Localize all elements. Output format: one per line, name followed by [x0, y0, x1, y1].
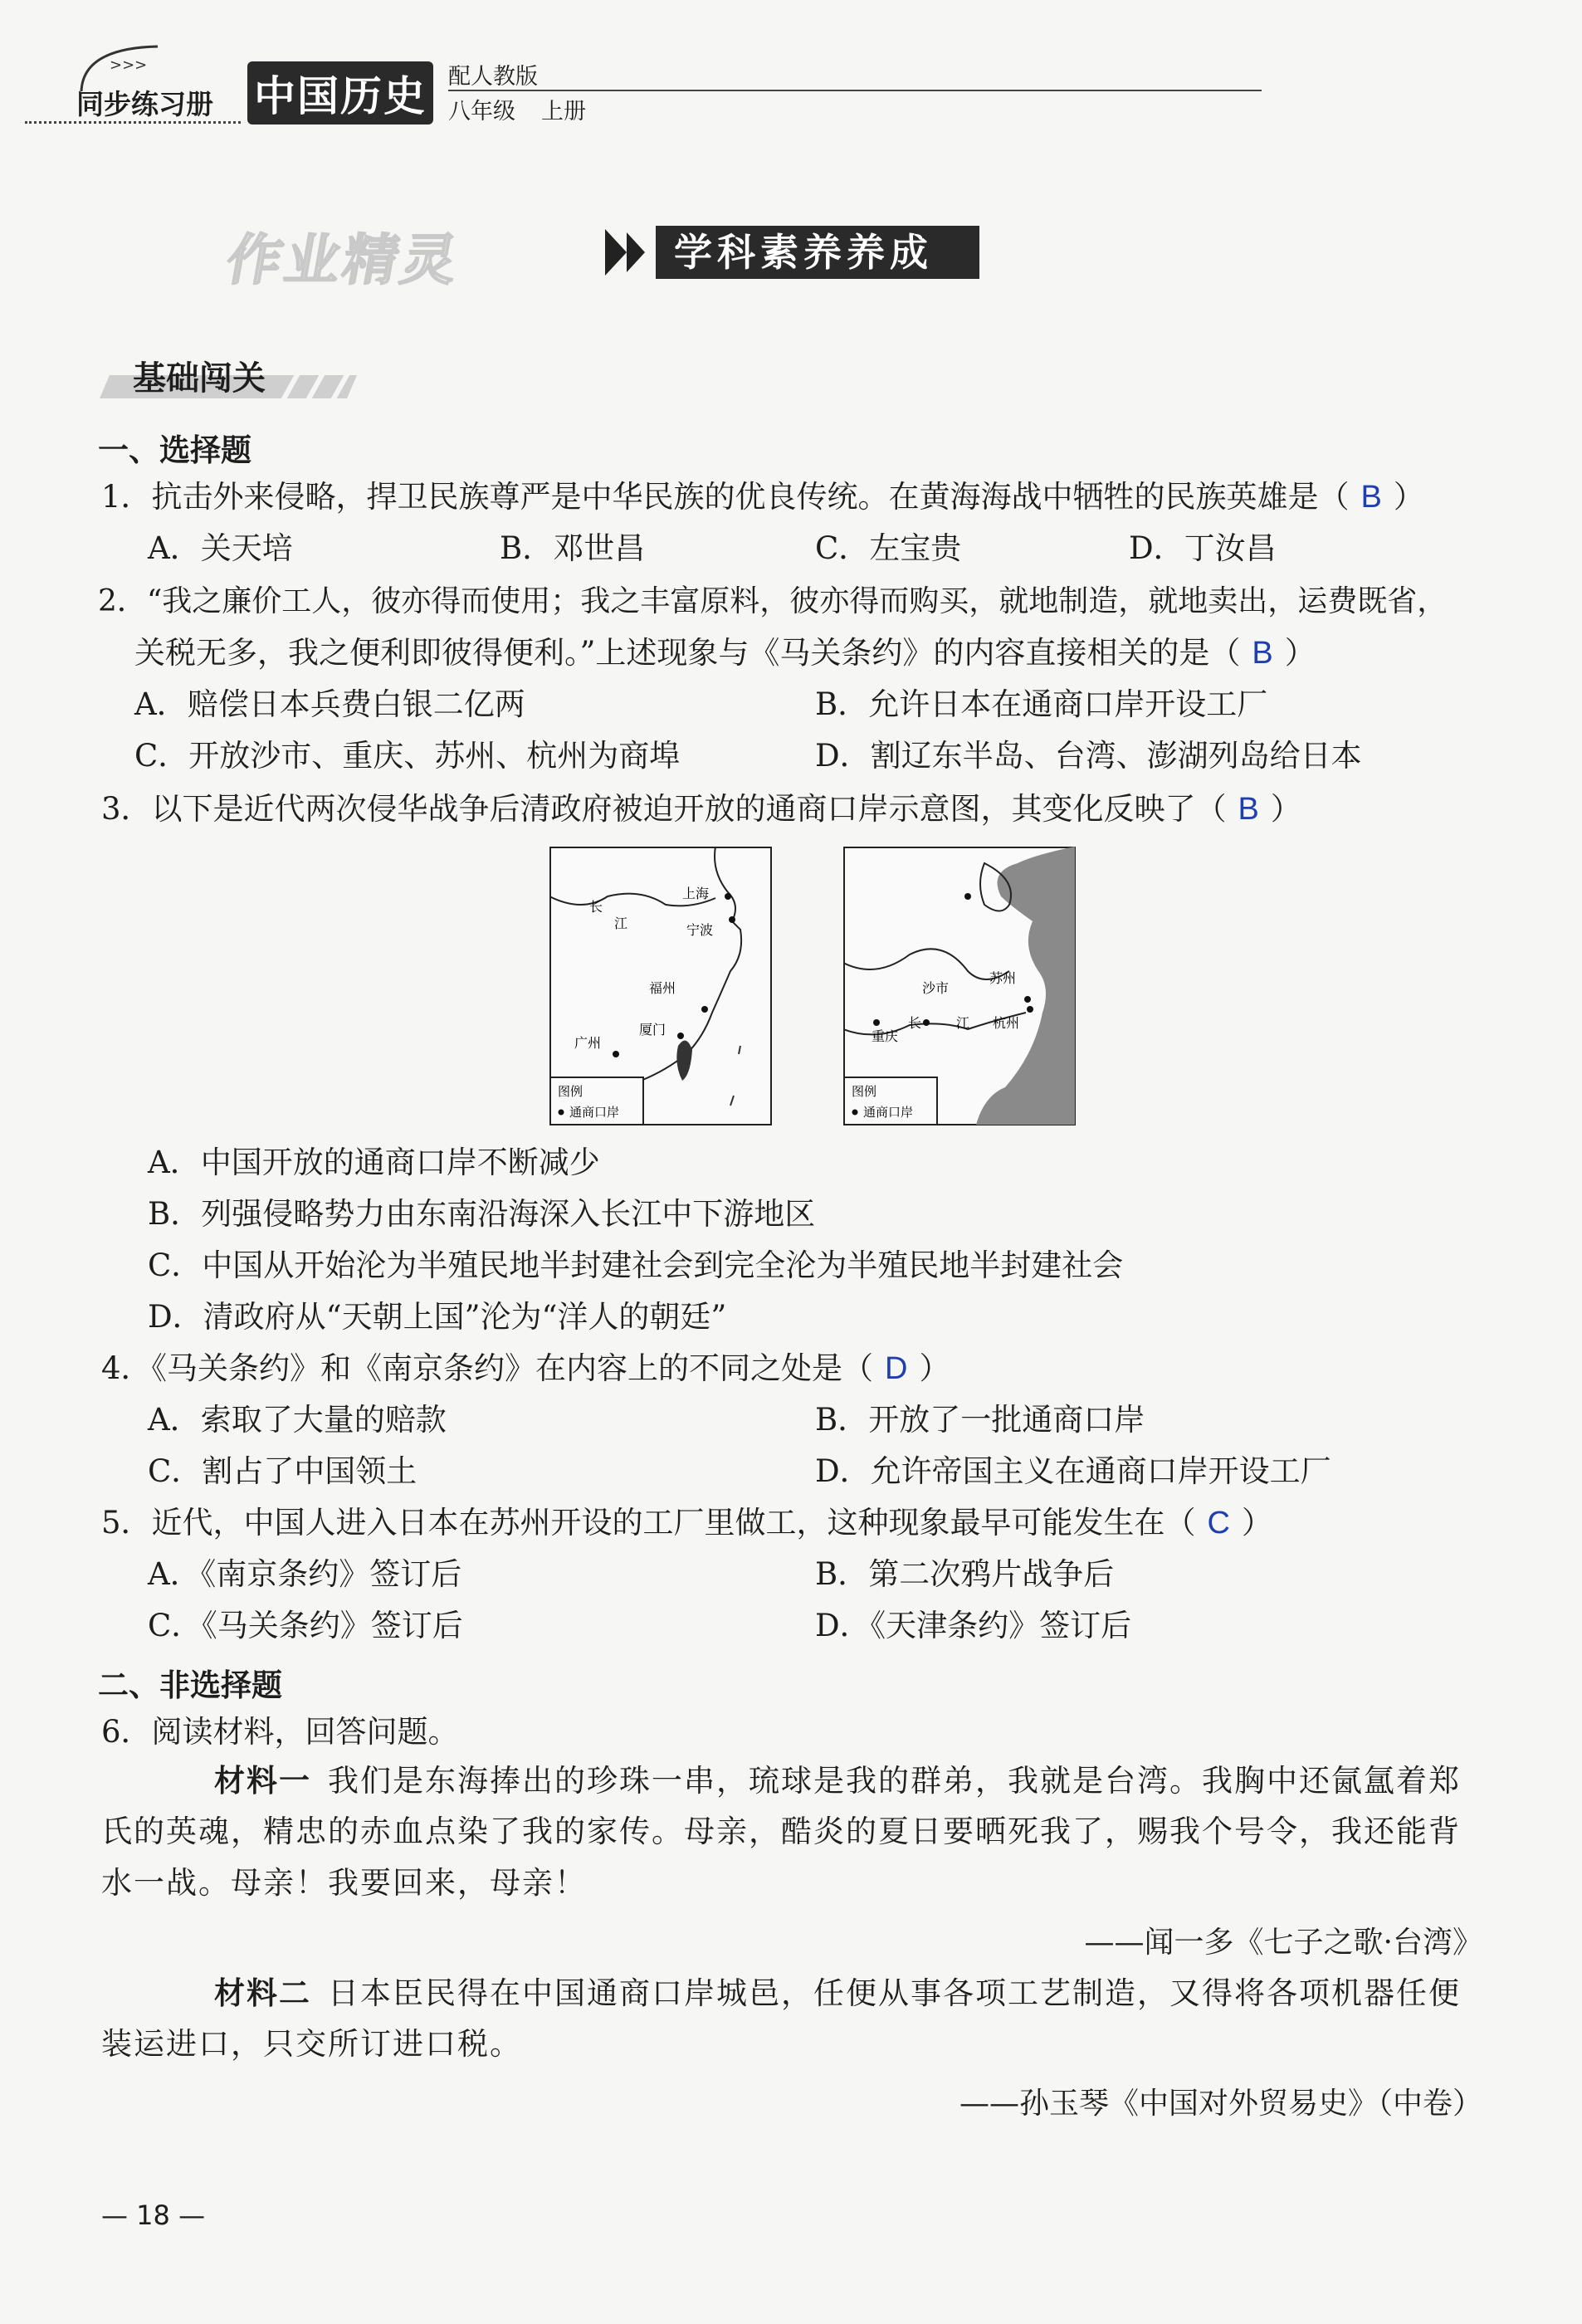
q6-material2-text1: 日本臣民得在中国通商口岸城邑，任便从事各项工艺制造，又得将各项机器任便 [328, 1975, 1461, 2011]
q1-option-a: A．关天培 [148, 530, 293, 566]
q4-option-d: D．允许帝国主义在通商口岸开设工厂 [815, 1453, 1331, 1489]
q5-stem-text: 5．近代，中国人进入日本在苏州开设的工厂里做工，这种现象最早可能发生在（ [101, 1505, 1196, 1540]
header-volume: 上册 [541, 99, 586, 124]
q2-stem-line2 [134, 632, 1316, 674]
q1-option-d: D．丁汝昌 [1129, 530, 1277, 566]
page-number: — 18 — [101, 2200, 206, 2231]
map2-label-suzhou: 苏州 [989, 970, 1017, 986]
map1-label-fuzhou: 福州 [649, 980, 676, 996]
q6-material1-line2: 氏的英魂，精忠的赤血点染了我的家传。母亲，酷炎的夏日要晒死我了，赐我个号令，我还能背 [101, 1814, 1461, 1849]
q6-material1-text1: 我们是东海捧出的珍珠一串，琉球是我的群弟，我就是台湾。我胸中还氤氲着郑 [328, 1763, 1461, 1799]
q6-material1-line1 [214, 1755, 1461, 1807]
part2-title: 二、非选择题 [98, 1667, 282, 1703]
q5-close: ） [1242, 1505, 1272, 1540]
q2-option-c: C．开放沙市、重庆、苏州、杭州为商埠 [134, 738, 681, 774]
q3-option-c: C．中国从开始沦为半殖民地半封建社会到完全沦为半殖民地半封建社会 [148, 1247, 1124, 1283]
q1-stem-text: 1．抗击外来侵略，捍卫民族尊严是中华民族的优良传统。在黄海海战中牺牲的民族英雄是（ [101, 479, 1350, 515]
q3-option-d: D．清政府从“天朝上国”沦为“洋人的朝廷” [148, 1299, 727, 1335]
map2-label-jiang: 江 [956, 1015, 970, 1031]
chevron-right-icon [602, 224, 660, 282]
q1-option-b: B．邓世昌 [500, 530, 646, 566]
q1-close: ） [1393, 479, 1424, 515]
q3-option-a: A．中国开放的通商口岸不断减少 [148, 1145, 600, 1180]
q3-answer: B [1238, 792, 1259, 827]
header-dotted-rule [25, 121, 241, 124]
map1-label-jiang: 江 [614, 915, 628, 931]
basics-heading: 基础闯关 [133, 359, 266, 398]
q4-answer: D [885, 1351, 908, 1386]
q6-material2-line1 [214, 1967, 1461, 2019]
map1-label-chang: 长 [589, 899, 603, 915]
map1-label-xiamen: 厦门 [639, 1022, 666, 1038]
banner-title: 学科素养养成 [674, 230, 933, 275]
q2-close: ） [1284, 635, 1316, 671]
part1-title: 一、选择题 [98, 432, 251, 468]
q4-stem-text: 4．《马关条约》和《南京条约》在内容上的不同之处是（ [101, 1350, 874, 1386]
q6-material1-label: 材料一 [214, 1762, 311, 1799]
q5-option-a: A．《南京条约》签订后 [148, 1556, 462, 1592]
map1-label-guangzhou: 广州 [574, 1035, 602, 1051]
map1-label-shanghai: 上海 [682, 886, 710, 901]
q3-stem [101, 788, 1301, 830]
q4-stem [101, 1348, 950, 1389]
map2-legend-title: 图例 [852, 1084, 877, 1099]
q5-option-c: C．《马关条约》签订后 [148, 1608, 463, 1643]
q1-option-c: C．左宝贵 [815, 530, 962, 566]
map-after-shimonoseki [843, 847, 1076, 1125]
q2-stem-text: 关税无多，我之便利即彼得便利。”上述现象与《马关条约》的内容直接相关的是（ [134, 635, 1241, 671]
q2-option-d: D．割辽东半岛、台湾、澎湖列岛给日本 [815, 738, 1362, 774]
map2-label-shashi: 沙市 [922, 980, 950, 996]
q3-stem-text: 3．以下是近代两次侵华战争后清政府被迫开放的通商口岸示意图，其变化反映了（ [101, 791, 1227, 827]
q6-material1-source: ——闻一多《七子之歌·台湾》 [1084, 1926, 1482, 1960]
header-series: 同步练习册 [76, 88, 213, 120]
map1-legend-item: 通商口岸 [569, 1105, 620, 1120]
q6-stem: 6．阅读材料，回答问题。 [101, 1714, 459, 1750]
q1-answer: B [1360, 480, 1382, 515]
q4-option-b: B．开放了一批通商口岸 [815, 1402, 1145, 1438]
q5-answer: C [1207, 1506, 1230, 1540]
q3-close: ） [1270, 791, 1301, 827]
map2-label-chang: 长 [908, 1015, 922, 1031]
q6-material2-line2: 装运进口，只交所订进口税。 [101, 2026, 522, 2062]
header-rule [448, 90, 1262, 91]
banner-watermark: 作业精灵 [222, 228, 466, 292]
q5-stem [101, 1502, 1272, 1544]
header-subject: 中国历史 [247, 61, 433, 124]
q6-material2-label: 材料二 [214, 1975, 311, 2011]
map-first-opium-war [549, 847, 772, 1125]
q5-option-b: B．第二次鸦片战争后 [815, 1556, 1115, 1592]
q4-option-a: A．索取了大量的赔款 [148, 1402, 447, 1438]
q6-material1-line3: 水一战。母亲！我要回来，母亲！ [101, 1865, 587, 1901]
header-edition: 配人教版 [448, 64, 538, 90]
map2-label-chongqing: 重庆 [872, 1028, 899, 1044]
map2-label-hangzhou: 杭州 [993, 1015, 1020, 1031]
svg-text:>>>: >>> [110, 56, 148, 74]
q5-option-d: D．《天津条约》签订后 [815, 1608, 1132, 1643]
q1-stem [101, 476, 1424, 518]
q3-option-b: B．列强侵略势力由东南沿海深入长江中下游地区 [148, 1196, 816, 1232]
q6-material2-source: ——孙玉琴《中国对外贸易史》（中卷） [959, 2087, 1482, 2121]
q2-answer: B [1252, 636, 1273, 671]
q2-stem-line1: 2．“我之廉价工人，彼亦得而使用；我之丰富原料，彼亦得而购买，就地制造，就地卖出，运费既省， [98, 584, 1448, 618]
header-grade: 八年级 [448, 99, 515, 124]
q4-close: ） [919, 1350, 950, 1386]
q2-option-b: B．允许日本在通商口岸开设工厂 [815, 686, 1268, 722]
map1-label-ningbo: 宁波 [686, 922, 714, 938]
q4-option-c: C．割占了中国领土 [148, 1453, 417, 1489]
map2-legend-item: 通商口岸 [863, 1105, 914, 1120]
q2-option-a: A．赔偿日本兵费白银二亿两 [134, 686, 525, 722]
map1-legend-title: 图例 [558, 1084, 583, 1099]
